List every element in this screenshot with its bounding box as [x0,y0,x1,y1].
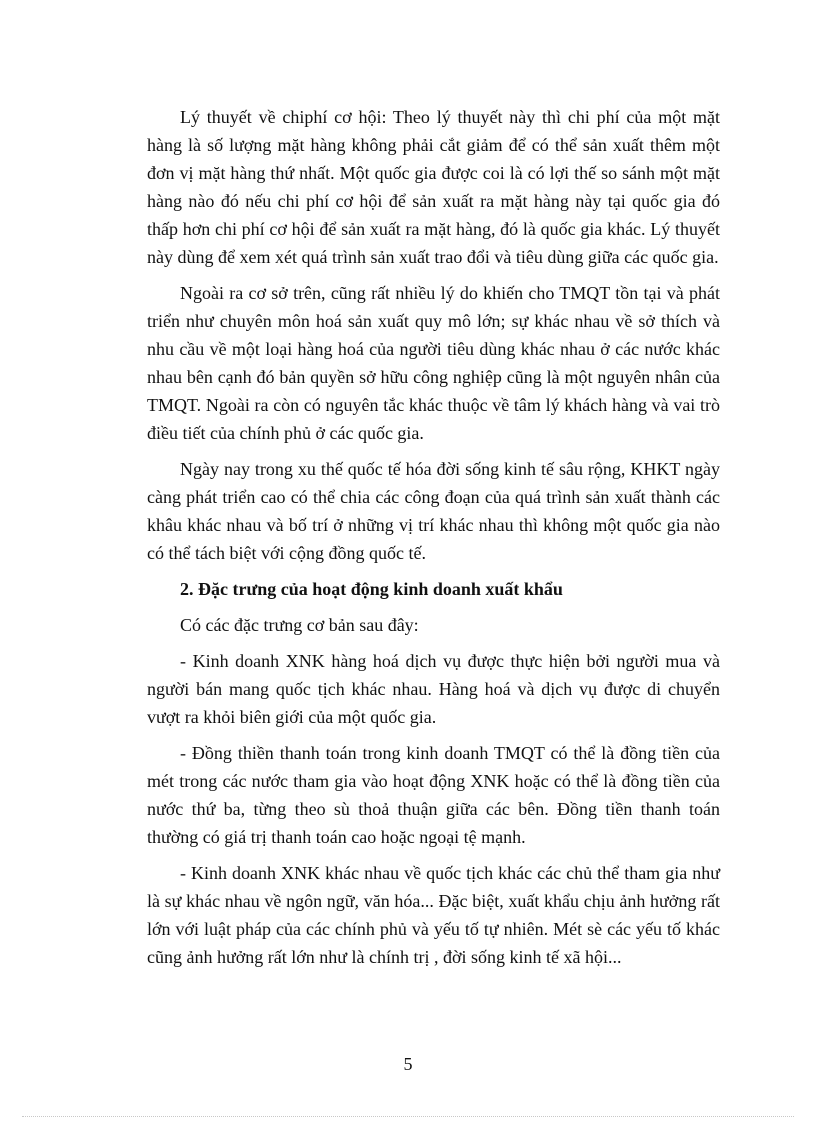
page-number: 5 [403,1054,413,1074]
bullet-item: - Kinh doanh XNK khác nhau về quốc tịch khác các chủ thể tham gia như là sự khác nhau về ngôn ngữ, văn hóa... Đặc biệt, xuất khẩu chịu ảnh hưởng rất lớn với luật pháp của các chính phủ và yếu tố tự nhiên. Mét sè các yếu tố khác cũng ảnh hưởng rất lớn như là chính trị , đời sống kinh tế xã hội... [147,863,720,967]
section-heading: 2. Đặc trưng của hoạt động kinh doanh xuất khẩu [180,579,563,599]
bullet-item: - Kinh doanh XNK hàng hoá dịch vụ được thực hiện bởi người mua và người bán mang quốc tịch khác nhau. Hàng hoá và dịch vụ được di chuyển vượt ra khỏi biên giới của một quốc gia. [147,651,720,727]
paragraph-globalization: Ngày nay trong xu thế quốc tế hóa đời sống kinh tế sâu rộng, KHKT ngày càng phát triển cao có thể chia các công đoạn của quá trình sản xuất thành các khâu khác nhau và bố trí ở những vị trí khác nhau thì không một quốc gia nào có thể tách biệt với cộng đồng quốc tế. [147,459,720,563]
document-body [147,103,720,979]
bullet-item: - Đồng thiền thanh toán trong kinh doanh TMQT có thể là đồng tiền của mét trong các nước tham gia vào hoạt động XNK hoặc có thể là đồng tiền của nước thứ ba, từng theo sù thoả thuận giữa các bên. Đồng tiền thanh toán thường có giá trị thanh toán cao hoặc ngoại tệ mạnh. [147,743,720,847]
paragraph-opportunity-cost: Lý thuyết về chiphí cơ hội: Theo lý thuyết này thì chi phí của một mặt hàng là số lượng mặt hàng không phải cắt giảm để có thể sản xuất thêm một đơn vị mặt hàng thứ nhất. Một quốc gia được coi là có lợi thế so sánh một mặt hàng nào đó nếu chi phí cơ hội để sản xuất ra mặt hàng này tại quốc gia đó thấp hơn chi phí cơ hội để sản xuất ra mặt hàng, đó là quốc gia khác. Lý thuyết này dùng để xem xét quá trình sản xuất trao đổi và tiêu dùng giữa các quốc gia. [147,107,720,267]
section-intro: Có các đặc trưng cơ bản sau đây: [180,615,419,635]
page-border-divider [22,1116,794,1117]
paragraph-trade-reasons: Ngoài ra cơ sở trên, cũng rất nhiều lý do khiến cho TMQT tồn tại và phát triển như chuyên môn hoá sản xuất quy mô lớn; sự khác nhau về sở thích và nhu cầu về một loại hàng hoá của người tiêu dùng khác nhau ở các nước khác nhau bên cạnh đó bản quyền sở hữu công nghiệp cũng là một nguyên nhân của TMQT. Ngoài ra còn có nguyên tắc khác thuộc về tâm lý khách hàng và vai trò điều tiết của chính phủ ở các quốc gia. [147,283,720,443]
